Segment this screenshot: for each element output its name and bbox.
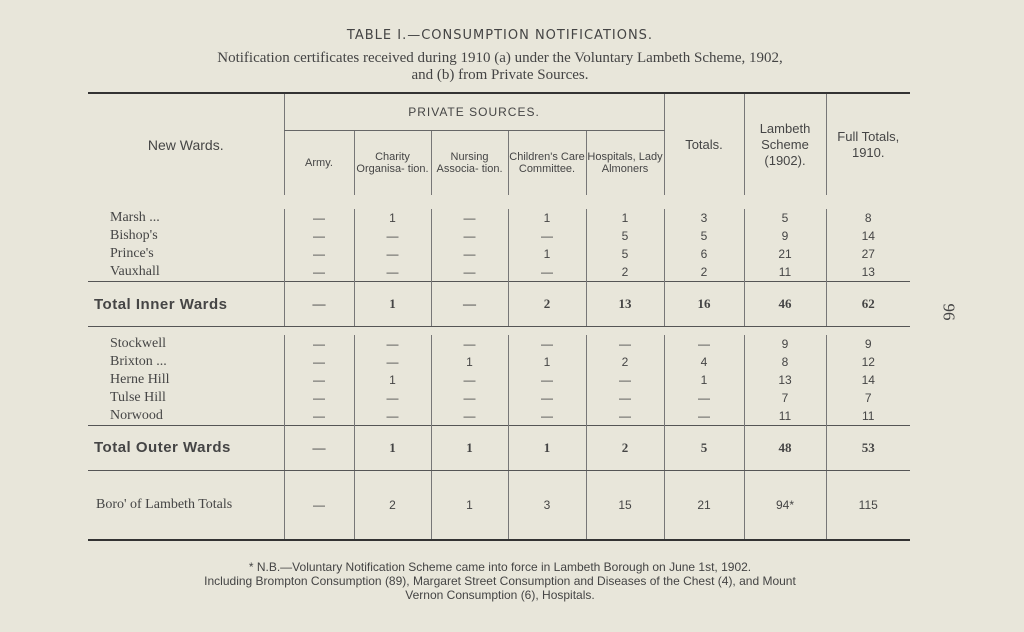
ward-name: Prince's: [110, 246, 154, 261]
cell-nursing: 1: [431, 353, 508, 371]
cell-hospitals: 2: [586, 263, 664, 282]
cell-lambeth: 46: [744, 282, 826, 327]
cell-totals: 1: [664, 371, 744, 389]
cell-army: —: [284, 425, 354, 470]
cell-totals: 5: [664, 425, 744, 470]
header-army: Army.: [284, 131, 354, 196]
table-body: [88, 195, 910, 540]
table-row: [88, 407, 910, 426]
cell-totals: 6: [664, 245, 744, 263]
cell-childrens: 1: [508, 245, 586, 263]
cell-lambeth: 13: [744, 371, 826, 389]
header-new-wards: New Wards.: [147, 136, 224, 153]
ward-name: Vauxhall: [110, 264, 160, 279]
ward-name: Brixton ...: [110, 353, 167, 369]
cell-charity: —: [354, 263, 431, 282]
cell-army: —: [284, 470, 354, 540]
header-nursing: Nursing Associa- tion.: [431, 131, 508, 196]
cell-lambeth: 8: [744, 353, 826, 371]
cell-lambeth: 21: [744, 245, 826, 263]
table-row: [88, 353, 910, 371]
cell-full: 13: [826, 263, 910, 282]
cell-totals: 4: [664, 353, 744, 371]
cell-army: —: [284, 371, 354, 389]
cell-totals: 2: [664, 263, 744, 282]
boro-label: Boro' of Lambeth Totals: [96, 496, 233, 512]
cell-hospitals: 5: [586, 245, 664, 263]
cell-childrens: 2: [508, 282, 586, 327]
cell-childrens: 1: [508, 425, 586, 470]
table-row: [88, 371, 910, 389]
cell-lambeth: 11: [744, 407, 826, 426]
cell-charity: —: [354, 245, 431, 263]
cell-charity: 1: [354, 282, 431, 327]
cell-totals: 21: [664, 470, 744, 540]
footnote-line-1: * N.B.—Voluntary Notification Scheme came into force in Lambeth Borough on June 1st, 1902.: [248, 560, 752, 574]
cell-lambeth: 7: [744, 389, 826, 407]
subtitle-line-1: Notification certificates received during 1910 (a) under the Voluntary Lambeth Scheme, 1902,: [217, 50, 783, 66]
cell-totals: 5: [664, 227, 744, 245]
footnote-line-3: Vernon Consumption (6), Hospitals.: [405, 588, 595, 602]
cell-childrens: 1: [508, 353, 586, 371]
cell-totals: 16: [664, 282, 744, 327]
cell-charity: —: [354, 335, 431, 353]
cell-army: —: [284, 282, 354, 327]
cell-army: —: [284, 227, 354, 245]
cell-army: —: [284, 335, 354, 353]
header-full-totals: Full Totals, 1910.: [826, 93, 910, 195]
table-row: [88, 209, 910, 227]
header-private-sources: PRIVATE SOURCES.: [284, 93, 664, 131]
header-childrens-care: Children's Care Committee.: [508, 131, 586, 196]
ward-name: Stockwell: [110, 335, 166, 351]
table-header: [88, 93, 910, 195]
ward-name: Norwood: [110, 407, 163, 423]
cell-nursing: —: [431, 209, 508, 227]
cell-childrens: —: [508, 407, 586, 426]
cell-full: 62: [826, 282, 910, 327]
cell-childrens: 1: [508, 209, 586, 227]
cell-full: 14: [826, 227, 910, 245]
cell-nursing: —: [431, 407, 508, 426]
cell-army: —: [284, 209, 354, 227]
footnote-line-2: Including Brompton Consumption (89), Margaret Street Consumption and Diseases of the Chest (4), and Mount: [204, 574, 796, 588]
cell-full: 8: [826, 209, 910, 227]
cell-charity: —: [354, 389, 431, 407]
cell-hospitals: —: [586, 335, 664, 353]
cell-full: 12: [826, 353, 910, 371]
table-row: [88, 335, 910, 353]
cell-hospitals: 13: [586, 282, 664, 327]
cell-hospitals: 1: [586, 209, 664, 227]
cell-lambeth: 5: [744, 209, 826, 227]
cell-lambeth: 11: [744, 263, 826, 282]
header-charity: Charity Organisa- tion.: [354, 131, 431, 196]
cell-hospitals: 2: [586, 353, 664, 371]
total-label: Total Outer Wards: [88, 425, 284, 470]
cell-lambeth: 9: [744, 335, 826, 353]
cell-totals: 3: [664, 209, 744, 227]
cell-childrens: —: [508, 335, 586, 353]
table-row: [88, 263, 910, 282]
boro-totals-row: [88, 470, 910, 540]
table-row: [88, 227, 910, 245]
ward-name: Marsh ...: [110, 210, 160, 225]
cell-nursing: —: [431, 245, 508, 263]
footnote: [0, 560, 1000, 602]
cell-army: —: [284, 353, 354, 371]
consumption-table: [88, 92, 910, 541]
cell-full: 14: [826, 371, 910, 389]
table-row: [88, 245, 910, 263]
cell-nursing: 1: [431, 425, 508, 470]
cell-charity: —: [354, 407, 431, 426]
cell-nursing: —: [431, 335, 508, 353]
total-inner-wards-row: [88, 282, 910, 327]
cell-lambeth: 94*: [744, 470, 826, 540]
subtitle-line-2: and (b) from Private Sources.: [411, 67, 589, 83]
cell-lambeth: 48: [744, 425, 826, 470]
cell-army: —: [284, 263, 354, 282]
ward-name: Tulse Hill: [110, 389, 166, 405]
table-title: TABLE I.—CONSUMPTION NOTIFICATIONS.: [346, 28, 654, 43]
cell-lambeth: 9: [744, 227, 826, 245]
cell-childrens: —: [508, 389, 586, 407]
cell-childrens: —: [508, 227, 586, 245]
cell-charity: —: [354, 227, 431, 245]
cell-army: —: [284, 389, 354, 407]
cell-childrens: —: [508, 371, 586, 389]
cell-hospitals: 5: [586, 227, 664, 245]
page-number: 96: [939, 303, 959, 321]
cell-nursing: 1: [431, 470, 508, 540]
cell-totals: —: [664, 335, 744, 353]
cell-nursing: —: [431, 282, 508, 327]
total-outer-wards-row: [88, 425, 910, 470]
cell-charity: 2: [354, 470, 431, 540]
ward-name: Bishop's: [110, 228, 158, 243]
cell-childrens: 3: [508, 470, 586, 540]
cell-hospitals: 15: [586, 470, 664, 540]
cell-charity: —: [354, 353, 431, 371]
cell-full: 7: [826, 389, 910, 407]
cell-nursing: —: [431, 389, 508, 407]
cell-childrens: —: [508, 263, 586, 282]
header-lambeth-scheme: Lambeth Scheme (1902).: [744, 93, 826, 195]
cell-charity: 1: [354, 209, 431, 227]
cell-charity: 1: [354, 425, 431, 470]
table-row: [88, 389, 910, 407]
cell-full: 115: [826, 470, 910, 540]
cell-full: 9: [826, 335, 910, 353]
cell-army: —: [284, 245, 354, 263]
cell-hospitals: —: [586, 389, 664, 407]
cell-hospitals: 2: [586, 425, 664, 470]
ward-name: Herne Hill: [110, 371, 170, 387]
cell-totals: —: [664, 389, 744, 407]
table-subtitle: [0, 50, 1000, 84]
cell-army: —: [284, 407, 354, 426]
cell-full: 11: [826, 407, 910, 426]
header-hospitals: Hospitals, Lady Almoners: [586, 131, 664, 196]
total-label: Total Inner Wards: [88, 282, 284, 327]
cell-nursing: —: [431, 263, 508, 282]
cell-totals: —: [664, 407, 744, 426]
cell-hospitals: —: [586, 407, 664, 426]
cell-hospitals: —: [586, 371, 664, 389]
cell-nursing: —: [431, 371, 508, 389]
cell-full: 27: [826, 245, 910, 263]
cell-full: 53: [826, 425, 910, 470]
cell-nursing: —: [431, 227, 508, 245]
cell-charity: 1: [354, 371, 431, 389]
header-totals: Totals.: [664, 93, 744, 195]
